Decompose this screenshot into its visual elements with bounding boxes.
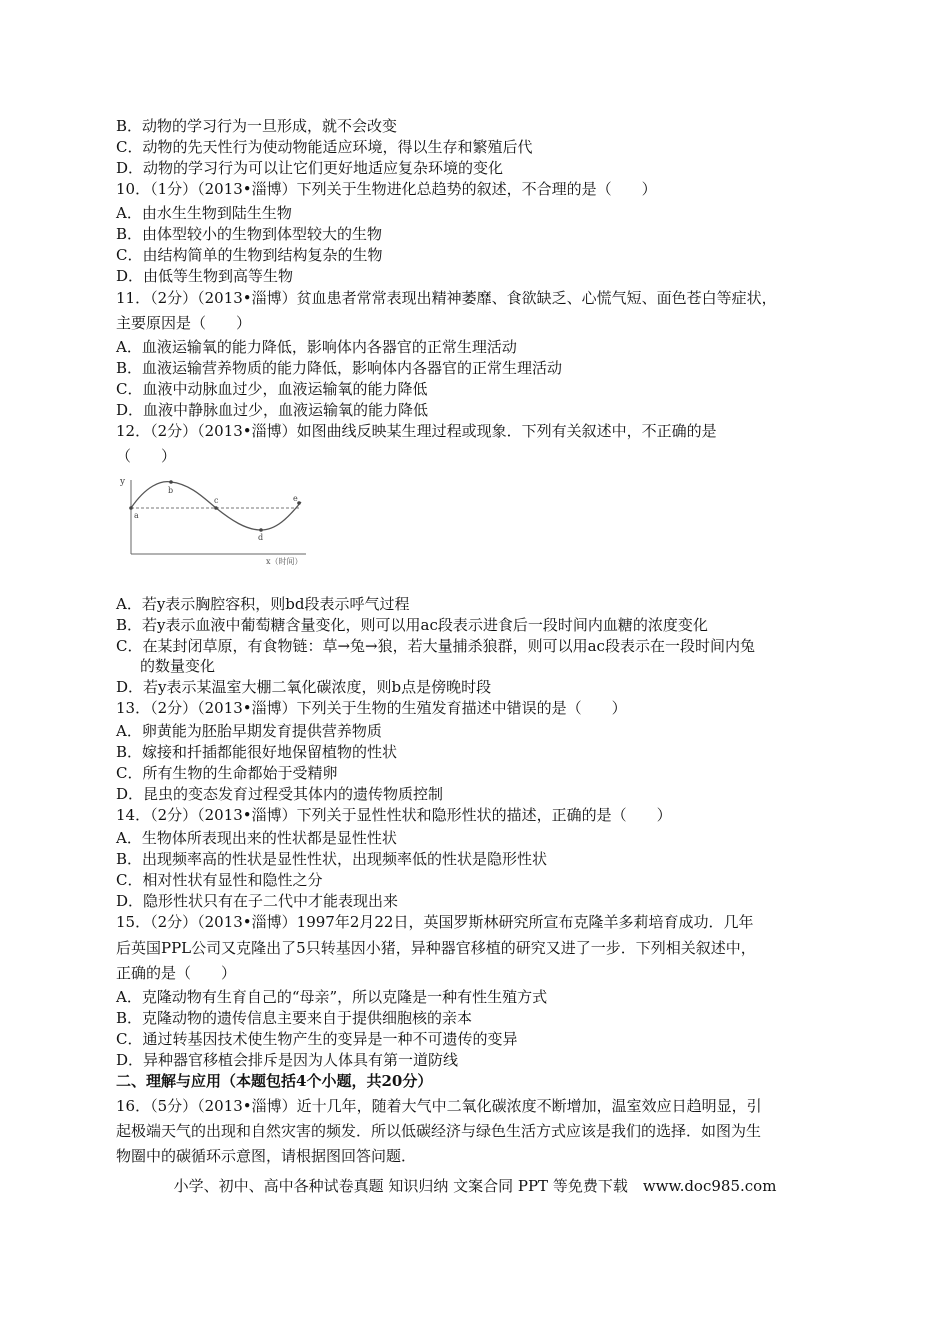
q11-option-d: D．血液中静脉血过少，血液运输氧的能力降低 [116,401,429,419]
q13-stem: 13．（2分）（2013•淄博）下列关于生物的生殖发育描述中错误的是（ ） [116,699,627,717]
q11-option-a: A．血液运输氧的能力降低，影响体内各器官的正常生理活动 [116,338,517,356]
q10-option-b: B．由体型较小的生物到体型较大的生物 [116,225,383,243]
q14-option-d: D．隐形性状只有在子二代中才能表现出来 [116,892,399,910]
q15-stem-line1: 15．（2分）（2013•淄博）1997年2月22日，英国罗斯林研究所宣布克隆羊多莉培育成功．几年 [116,913,754,931]
q15-option-a: A．克隆动物有生育自己的“母亲”，所以克隆是一种有性生殖方式 [116,988,548,1006]
point-a [129,506,133,510]
q11-stem-line1: 11．（2分）（2013•淄博）贫血患者常常表现出精神萎靡、食欲缺乏、心慌气短、面色苍白等症状， [116,289,777,307]
q15-stem-line2: 后英国PPL公司又克隆出了5只转基因小猪，异种器官移植的研究又进了一步．下列相关叙述中， [116,939,756,957]
q12-option-c-line2: 的数量变化 [140,657,216,675]
point-b [169,480,173,484]
q9-option-c: C．动物的先天性行为使动物能适应环境，得以生存和繁殖后代 [116,138,533,156]
label-c: c [214,496,219,505]
q16-stem-line3: 物圈中的碳循环示意图，请根据图回答问题． [116,1147,417,1165]
q10-option-a: A．由水生生物到陆生生物 [116,204,292,222]
q13-option-d: D．昆虫的变态发育过程受其体内的遗传物质控制 [116,785,444,803]
q12-curve-figure [116,472,316,572]
page-footer: 小学、初中、高中各种试卷真题 知识归纳 文案合同 PPT 等免费下载 www.doc985.com [173,1177,777,1195]
q13-option-a: A．卵黄能为胚胎早期发育提供营养物质 [116,722,382,740]
q12-option-b: B．若y表示血液中葡萄糖含量变化，则可以用ac段表示进食后一段时间内血糖的浓度变化 [116,616,708,634]
point-e [297,501,301,505]
x-axis-label: x（时间） [266,557,303,566]
q16-stem-line1: 16．（5分）（2013•淄博）近十几年，随着大气中二氧化碳浓度不断增加，温室效应日趋明显，引 [116,1097,762,1115]
q10-option-c: C．由结构简单的生物到结构复杂的生物 [116,246,383,264]
q15-option-c: C．通过转基因技术使生物产生的变异是一种不可遗传的变异 [116,1030,518,1048]
q15-option-b: B．克隆动物的遗传信息主要来自于提供细胞核的亲本 [116,1009,473,1027]
q13-option-c: C．所有生物的生命都始于受精卵 [116,764,338,782]
q12-stem-line1: 12．（2分）（2013•淄博）如图曲线反映某生理过程或现象．下列有关叙述中，不正确的是 [116,422,717,440]
label-d: d [258,533,264,542]
y-axis-label: y [120,477,126,487]
q15-stem-line3: 正确的是（ ） [116,964,237,982]
point-d [259,528,263,532]
label-b: b [168,486,174,495]
q14-option-b: B．出现频率高的性状是显性性状，出现频率低的性状是隐形性状 [116,850,548,868]
q10-option-d: D．由低等生物到高等生物 [116,267,294,285]
q14-option-c: C．相对性状有显性和隐性之分 [116,871,323,889]
q12-option-c-line1: C．在某封闭草原，有食物链：草→兔→狼，若大量捕杀狼群，则可以用ac段表示在一段时间内兔 [116,637,755,655]
q10-stem: 10．（1分）（2013•淄博）下列关于生物进化总趋势的叙述，不合理的是（ ） [116,180,657,198]
q12-stem-line2: （ ） [116,447,177,465]
q14-option-a: A．生物体所表现出来的性状都是显性性状 [116,829,397,847]
q16-stem-line2: 起极端天气的出现和自然灾害的频发．所以低碳经济与绿色生活方式应该是我们的选择．如图为生 [116,1122,762,1140]
label-e: e [293,494,298,503]
q12-option-a: A．若y表示胸腔容积，则bd段表示呼气过程 [116,595,410,613]
q9-option-b: B．动物的学习行为一旦形成，就不会改变 [116,117,398,135]
q11-option-b: B．血液运输营养物质的能力降低，影响体内各器官的正常生理活动 [116,359,563,377]
point-c [214,506,218,510]
q12-option-d: D．若y表示某温室大棚二氧化碳浓度，则b点是傍晚时段 [116,678,492,696]
q14-stem: 14．（2分）（2013•淄博）下列关于显性性状和隐形性状的描述，正确的是（ ） [116,806,672,824]
q15-option-d: D．异种器官移植会排斥是因为人体具有第一道防线 [116,1051,459,1069]
curve [131,482,301,530]
q9-option-d: D．动物的学习行为可以让它们更好地适应复杂环境的变化 [116,159,504,177]
q11-stem-line2: 主要原因是（ ） [116,314,252,332]
q11-option-c: C．血液中动脉血过少，血液运输氧的能力降低 [116,380,428,398]
q13-option-b: B．嫁接和扦插都能很好地保留植物的性状 [116,743,398,761]
section-two-heading: 二、理解与应用（本题包括4个小题，共20分） [116,1072,433,1090]
label-a: a [134,511,139,520]
